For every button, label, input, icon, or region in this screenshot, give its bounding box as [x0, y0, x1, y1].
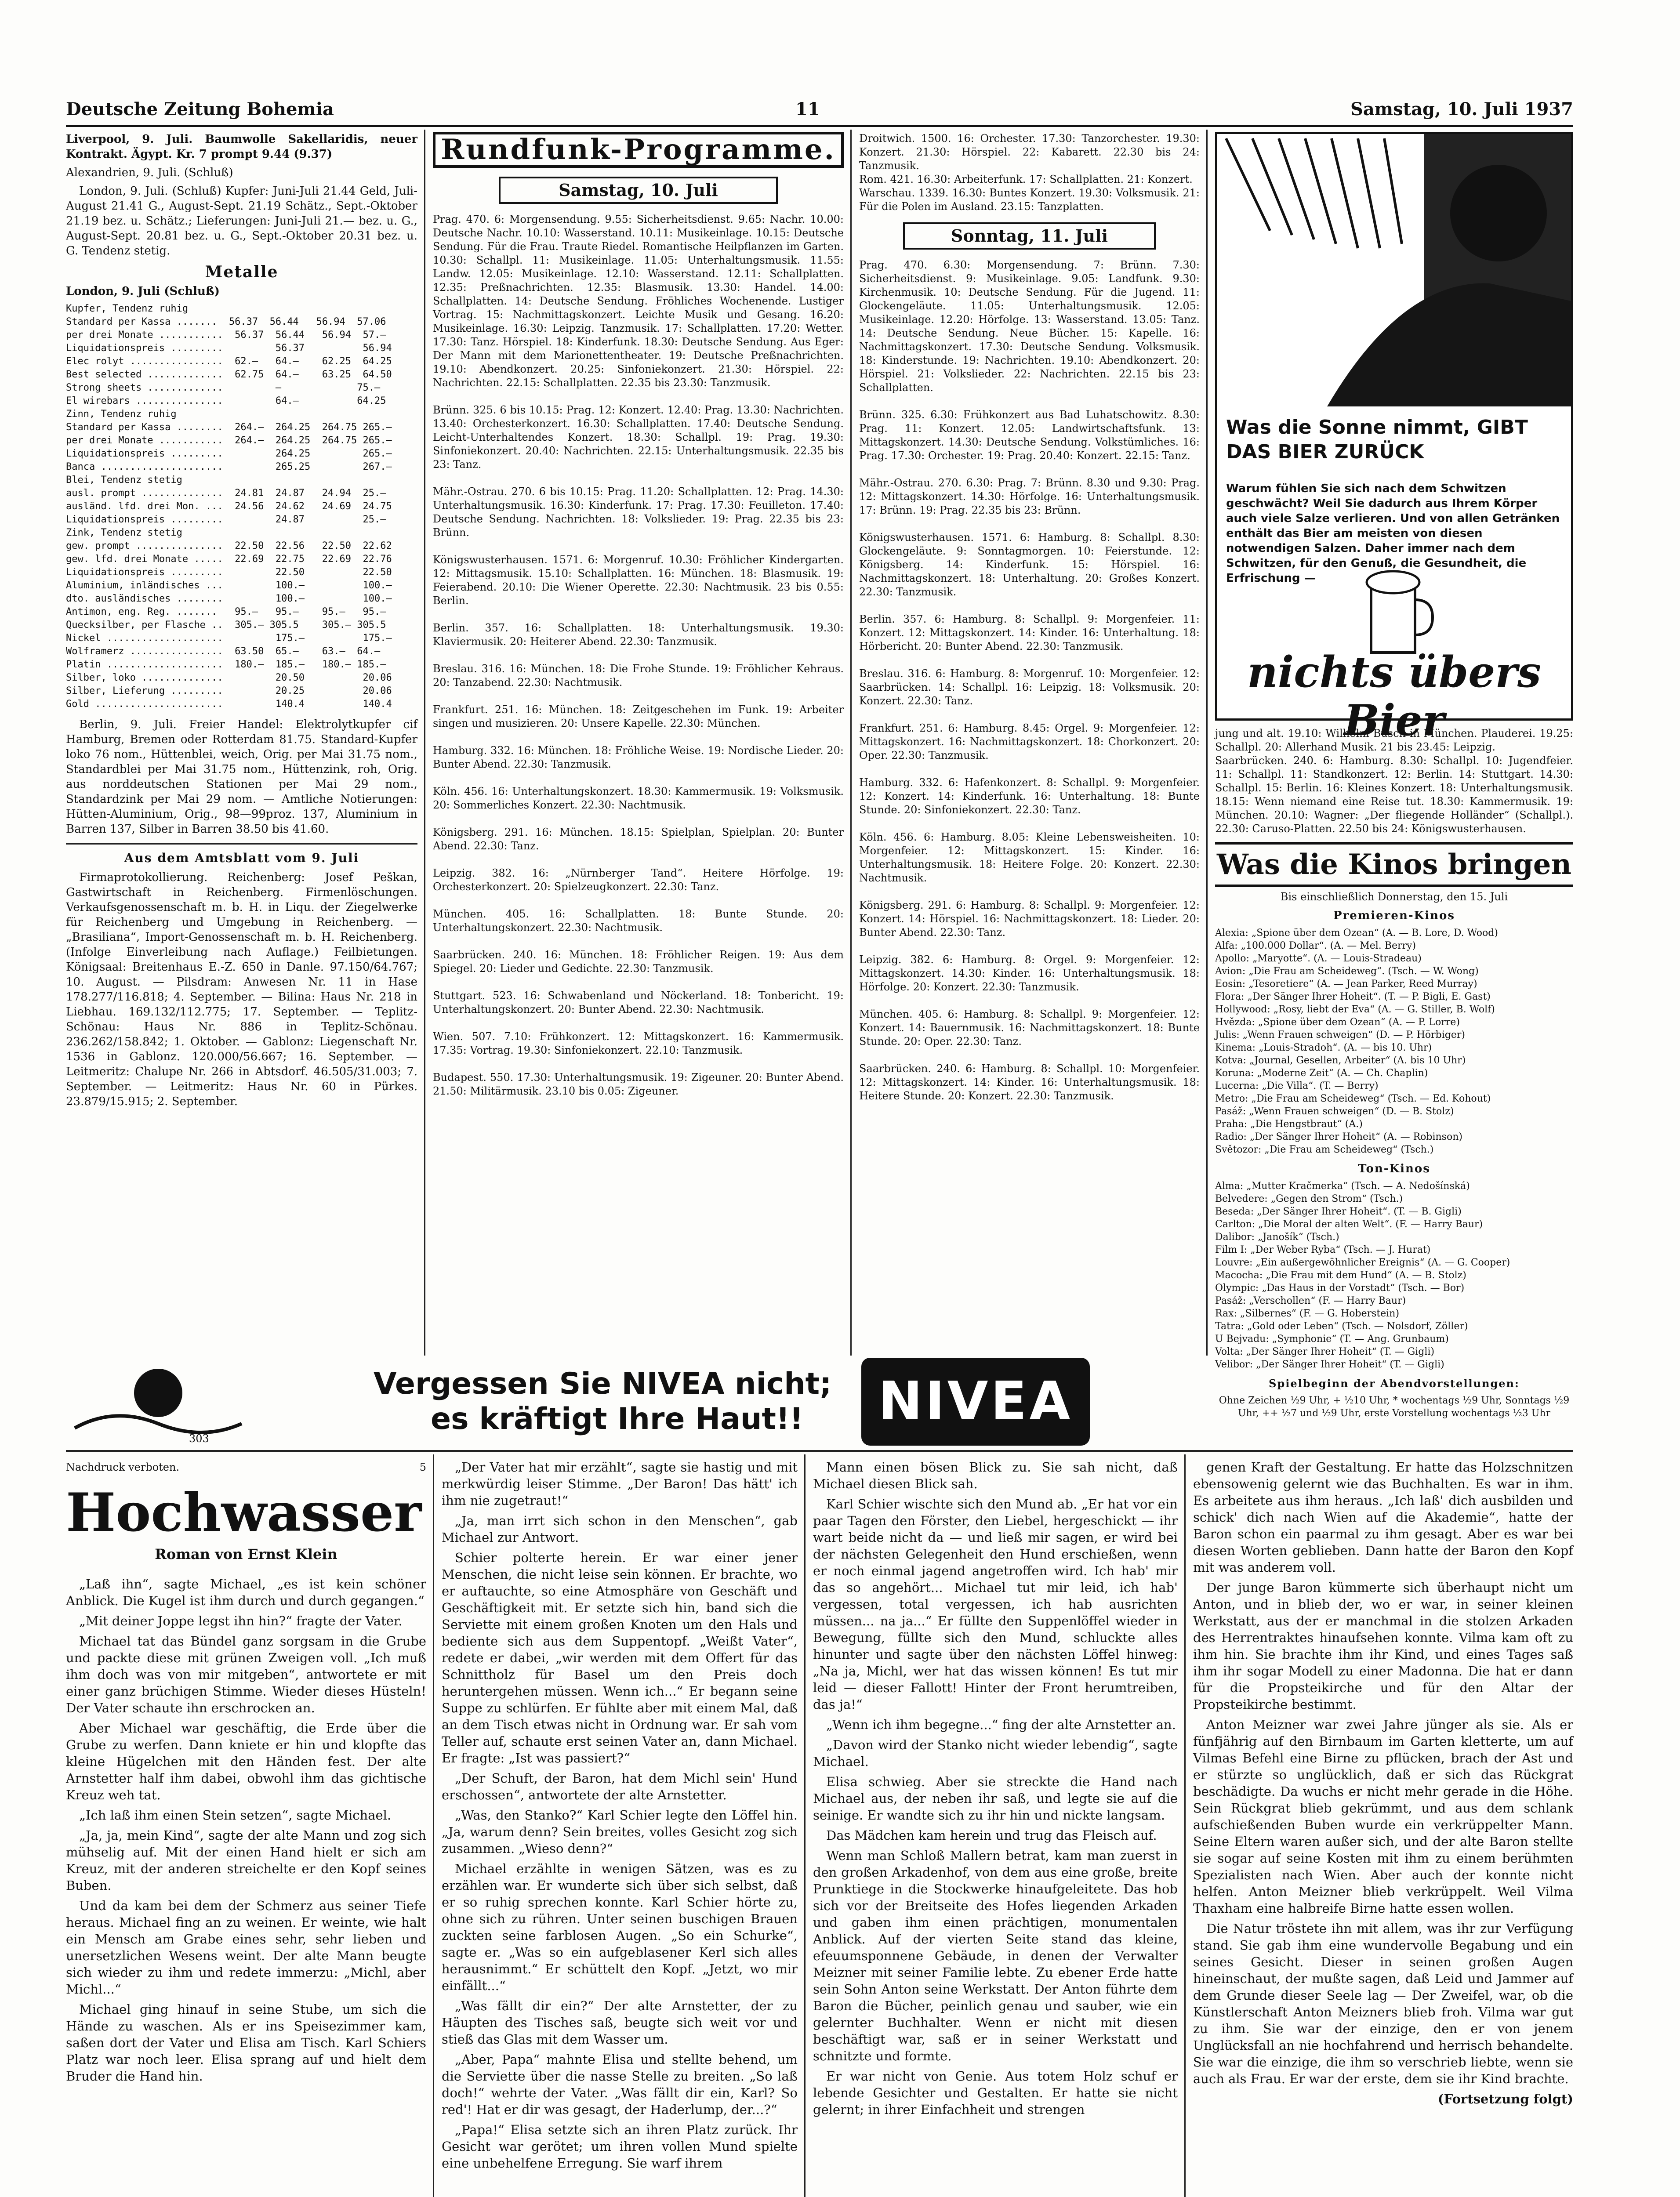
nivea-logo: NIVEA	[861, 1358, 1090, 1446]
nivea-line-1: Vergessen Sie NIVEA nicht;	[374, 1367, 832, 1401]
novel-paragraph: genen Kraft der Gestaltung. Er hatte das Holzschnitzen ebensowenig gelernt wie das Buchhalten. Es war in ihm. Es arbeitete aus ihm heraus. „Ich laß' dich ausbilden und schick' dich nach Wien auf die Akademie“, hatte der Baron schon ein paarmal zu ihm gesagt. Aber es war bei diesen Worten geblieben. Dann hatte der Baron den Kopf mit was anderem voll.	[1193, 1460, 1573, 1575]
sunday-pre-programme: Droitwich. 1500. 16: Orchester. 17.30: Tanzorchester. 19.30: Konzert. 21.30: Hörspiel. 22: Kabarett. 22.30 bis 24: Tanzmusik. Rom. 421. 16.30: Arbeiterfunk. 17: Schallplatten. 21: Konzert. Warschau. 1339. 16.30: Buntes Konzert. 19.30: Volksmusik. 21: Für die Polen im Ausland. 23.15: Tanzplatten.	[859, 132, 1200, 213]
novel-paragraph: „Der Schuft, der Baron, hat dem Michl sein' Hund erschossen“, antwortete der alte Arnstetter.	[442, 1771, 798, 1802]
berlin-report: Berlin, 9. Juli. Freier Handel: Elektrolytkupfer cif Hamburg, Bremen oder Rotterdam 81.75. Standard-Kupfer loko 76 nom., Hüttenblei, weich, Orig. per Mai 31.75 nom., Standardblei per Mai 31.75 nom., Hüttenzink, roh, Orig. aus norddeutschen Stationen per Mai 29 nom., Standardzink per Mai 29 nom. — Amtliche Notierungen: Hütten-Aluminium, Orig., 98—99proz. 137, Aluminium in Barren 137, Silber in Barren 38.50 bis 41.60.	[66, 718, 417, 836]
nivea-advertisement	[66, 1358, 1200, 1446]
novel-paragraph: Schier polterte herein. Er war einer jener Menschen, die nicht leise sein können. Er brachte, wo er auftauchte, so eine Atmosphäre von Geschäft und Geschäftigkeit mit. Er setzte sich hin, band sich die Serviette mit einem großen Knoten um den Hals und bediente sich aus dem Suppentopf. „Weißt Vater“, redete er dabei, „wir werden mit dem Offert für das Schnittholz für Basel um den Preis doch heruntergehen müssen. Wenn ich...“ Er begann seine Suppe zu schlürfen. Er fühlte aber mit einem Mal, daß an dem Tisch etwas nicht in Ordnung war. Er sah vom Teller auf, schaute erst seinen Vater an, dann Michael. Er fragte: „Ist was passiert?“	[442, 1550, 798, 1766]
premieren-heading: Premieren-Kinos	[1333, 909, 1455, 922]
spielbeginn-heading: Spielbeginn der Abendvorstellungen:	[1269, 1377, 1520, 1390]
novel-paragraph: „Wenn ich ihm begegne...“ fing der alte Arnstetter an.	[826, 1717, 1176, 1732]
nivea-line-2: es kräftigt Ihre Haut!!	[431, 1402, 803, 1436]
novel-paragraph: „Papa!“ Elisa setzte sich an ihren Platz zurück. Ihr Gesicht war gerötet; um ihren vollen Mund spielte eine unbehelfene Erregung. Sie warf ihrem	[442, 2122, 798, 2171]
beer-mug-icon	[1362, 569, 1433, 657]
page-number: 11	[795, 99, 820, 120]
beer-ad-headline: Was die Sonne nimmt, GIBT DAS BIER ZURÜCK	[1226, 416, 1528, 463]
alexandrien-report: Alexandrien, 9. Juli. (Schluß)	[66, 166, 233, 179]
newspaper-name: Deutsche Zeitung Bohemia	[66, 99, 334, 120]
saturday-box: Samstag, 10. Juli	[499, 177, 778, 204]
kinos-heading: Was die Kinos bringen	[1215, 842, 1573, 887]
ad-code: 303	[189, 1432, 209, 1445]
novel-paragraph: Karl Schier wischte sich den Mund ab. „Er hat vor ein paar Tagen den Förster, den Liebel, hergeschickt — ihr wart beide nicht da — und ließ mir sagen, er wird bei der nächsten Gelegenheit den Hund erschießen, wenn er noch einmal jagend angetroffen wird. Ich hab' mir das so angehört... Michael tut mir leid, ich hab' vergessen, total vergessen, ich hab ausrichten müssen... na ja...“ Er füllte den Suppenlöffel wieder in Bewegung, füllte sich den Mund, schluckte alles hinunter und sagte über den nächsten Löffel hinweg: „Na ja, Michl, wer hat das wissen können! Es tut mir leid — dieser Fallott! Hinter der Front herumtreiben, das ja!“	[813, 1497, 1178, 1712]
novel-column-4	[1193, 1459, 1573, 2197]
continuation-note: (Fortsetzung folgt)	[1437, 2092, 1573, 2106]
novel-column-2	[442, 1459, 798, 2197]
section-rule	[66, 843, 417, 845]
column-rule	[850, 130, 852, 1356]
column-rule	[424, 130, 425, 1356]
novel-paragraph: Michael ging hinauf in seine Stube, um sich die Hände zu waschen. Als er ins Speisezimmer kam, saßen dort der Vater und Elisa am Tisch. Karl Schiers Platz war noch leer. Elisa sprang auf und hielt dem Bruder die Hand hin.	[66, 2002, 426, 2084]
sunday-programme-end: jung und alt. 19.10: Wilhelm Busch in München. Plauderei. 19.25: Schallpl. 20: Allerhand Musik. 21 bis 23.45: Leipzig. Saarbrücken. 240. 6: Hamburg. 8.30: Schallpl. 10: Jugendfeier. 11: Schallpl. 11: Standkonzert. 12: Berlin. 14: Stuttgart. 14.30: Schallpl. 15: Berlin. 16: Kleines Konzert. 18: Unterhaltungsmusik. 18.15: Wenn niemand eine Reise tut. 18.30: Kammermusik. 19: München. 20.10: Wagner: „Der fliegende Holländer“ (Schallpl.). 22.30: Caruso-Platten. 22.50 bis 24: Königswusterhausen.	[1215, 727, 1573, 835]
saturday-programme: Prag. 470. 6: Morgensendung. 9.55: Sicherheitsdienst. 9.65: Nachr. 10.00: Deutsche Nachr. 10.10: Wasserstand. 10.11: Musikeinlage. 10.15: Deutsche Sendung. Für die Frau. Traute Riedel. Romantische Heilpflanzen im Garten. 10.30: Schallpl. 11: Musikeinlage. 11.05: Unterhaltungsmusik. 11.55: Landw. 12.05: Musikeinlage. 12.10: Wasserstand. 12.11: Schallplatten. 12.35: Preßnachrichten. 12.35: Blasmusik. 13.30: Handel. 14.00: Schallplatten. 14: Deutsche Sendung. Fröhliches Wochenende. Lustiger Vortrag. 15: Nachmittagskonzert. Leichte Musik und Gesang. 16.20: Musikeinlage. 16.30: Leipzig. Tanzmusik. 17: Schallplatten. 17.20: Wetter. 17.30: Tanz. Hörspiel. 18: Kinderfunk. 18.30: Deutsche Sendung. Aus Eger: Der Mann mit dem Marionettentheater. 19: Deutsche Preßnachrichten. 19.10: Abendkonzert. 20.25: Sinfoniekonzert. 21.30: Hörspiel. 22: Nachrichten. 22.15: Schallplatten. 22.35 bis 23.30: Tanzmusik. Brünn. 325. 6 bis 10.15: Prag. 12: Konzert. 12.40: Prag. 13.30: Nachrichten. 13.40: Orchesterkonzert. 16.30: Schallplatten. 17.40: Deutsche Sendung. Leicht-Unterhaltendes Konzert. 18.30: Schallpl. 19: Prag. 19.30: Sinfoniekonzert. 20.40: Nachrichten. 22.15: Unterhaltungsmusik. 22.35 bis 23: Tanz. Mähr.-Ostrau. 270. 6 bis 10.15: Prag. 11.20: Schallplatten. 12: Prag. 14.30: Unterhaltungsmusik. 16.30: Kinderfunk. 17: Prag. 17.30: Feuilleton. 17.40: Deutsche Sendung. Nachrichten. 18: Volkslieder. 19: Prag. 22.35 bis 23: Brünn. Königswusterhausen. 1571. 6: Morgenruf. 10.30: Fröhlicher Kindergarten. 12: Mittagsmusik. 15.10: Schallplatten. 16: München. 18: Blasmusik. 19: Feierabend. 20.10: Die Wiener Operette. 22.30: Nachtmusik. 23 bis 0.55: Berlin. Berlin. 357. 16: Schallplatten. 18: Unterhaltungsmusik. 19.30: Klaviermusik. 20: Heiterer Abend. 22.30: Tanzmusik. Breslau. 316. 16: München. 18: Die Frohe Stunde. 19: Fröhlicher Kehraus. 20: Tanzabend. 22.30: Nachtmusik. Frankfurt. 251. 16: München. 18: Zeitgeschehen im Funk. 19: Arbeiter singen und musizieren. 20: Unsere Kapelle. 22.30: München. Hamburg. 332. 16: München. 18: Fröhliche Weise. 19: Nordische Lieder. 20: Bunter Abend. 22.30: Tanzmusik. Köln. 456. 16: Unterhaltungskonzert. 18.30: Kammermusik. 19: Volksmusik. 20: Sommerliches Konzert. 22.30: Nachtmusik. Königsberg. 291. 16: München. 18.15: Spielplan, Spielplan. 20: Bunter Abend. 22.30: Tanz. Leipzig. 382. 16: „Nürnberger Tand“. Heitere Hörfolge. 19: Orchesterkonzert. 20: Spielzeugkonzert. 22.30: Tanz. München. 405. 16: Schallplatten. 18: Bunte Stunde. 20: Unterhaltungskonzert. 22.30: Nachtmusik. Saarbrücken. 240. 16: München. 18: Fröhlicher Reigen. 19: Aus dem Spiegel. 20: Lieder und Gedichte. 22.30: Tanzmusik. Stuttgart. 523. 16: Schwabenland und Nöckerland. 18: Tonbericht. 19: Unterhaltungskonzert. 20: Bunter Abend. 22.30: Nachtmusik. Wien. 507. 7.10: Frühkonzert. 12: Mittagskonzert. 16: Kammermusik. 17.35: Vortrag. 19.30: Sinfoniekonzert. 22.10: Tanzmusik. Budapest. 550. 17.30: Unterhaltungsmusik. 19: Zigeuner. 20: Bunter Abend. 21.50: Militärmusik. 23.10 bis 0.05: Zigeuner.	[433, 213, 844, 1097]
novel-paragraph: „Was, den Stanko?“ Karl Schier legte den Löffel hin. „Ja, warum denn? Sein breites, volles Gesicht zog sich zusammen. „Wieso denn?“	[442, 1808, 798, 1856]
radio-saturday-column	[433, 132, 844, 1353]
novel-paragraph: „Ja, ja, mein Kind“, sagte der alte Mann und zog sich mühselig auf. Mit der einen Hand hielt er sich am Kreuz, mit der anderen streichelte er den Kopf seines Buben.	[66, 1828, 426, 1893]
novel-paragraph: „Ich laß ihm einen Stein setzen“, sagte Michael.	[79, 1808, 392, 1823]
issue-date: Samstag, 10. Juli 1937	[1350, 99, 1573, 120]
sunday-box: Sonntag, 11. Juli	[903, 222, 1156, 250]
novel-paragraph: Die Natur tröstete ihn mit allem, was ihr zur Verfügung stand. Sie gab ihm eine wundervolle Begabung und ein seines Gesicht. Dieser in seinen großen Augen hineinschaut, der mußte sagen, daß Leid und Jammer auf dem Grunde dieser Seele lag — Der Zweifel, war, ob die Künstlerschaft Anton Meizners blieb froh. Vilma war gut zu ihm. Sie war der einzige, den er von jenem Unglücksfall an nie hochfahrend und herrisch behandelte. Sie war die einzige, die ihm so verschrieb liebte, wenn sie auch als Frau. Er war der erste, dem sie ihr Kind brachte.	[1193, 1921, 1573, 2086]
page-divider	[66, 1450, 1573, 1452]
right-column	[1215, 132, 1573, 1419]
metalle-subheading: London, 9. Juli (Schluß)	[66, 285, 220, 298]
tonkinos-list: Alma: „Mutter Kračmerka“ (Tsch. — A. Nedošínská) Belvedere: „Gegen den Strom“ (Tsch.) Beseda: „Der Sänger Ihrer Hoheit“. (T. — B. Gigli) Carlton: „Die Moral der alten Welt“. (F. — Harry Baur) Dalibor: „Janošík“ (Tsch.) Film I: „Der Weber Ryba“ (Tsch. — J. Hurat) Louvre: „Ein außergewöhnlicher Ereignis“ (A. — G. Cooper) Macocha: „Die Frau mit dem Hund“ (A. — B. Stolz) Olympic: „Das Haus in der Vorstadt“ (Tsch. — Bor) Pasáž: „Verschollen“ (F. — Harry Baur) Rax: „Silbernes“ (F. — G. Hoberstein) Tatra: „Gold oder Leben“ (Tsch. — Nolsdorf, Zöller) U Bejvadu: „Symphonie“ (T. — Ang. Grunbaum) Volta: „Der Sänger Ihrer Hoheit“ (T. — Gigli) Velibor: „Der Sänger Ihrer Hoheit“ (T. — Gigli)	[1215, 1181, 1510, 1370]
metalle-table: Kupfer, Tendenz ruhig Standard per Kassa ....... 56.37 56.44 56.94 57.06 per drei Monate ........... 56.37 56.44 56.94 57.— Liquidationspreis ......... 56.37 56.94 Elec rolyt ................ 62.— 64.— 62.25 64.25 Best selected ............. 62.75 64.— 63.25 64.50 Strong sheets ............. — 75.— El wirebars ............... 64.— 64.25 Zinn, Tendenz ruhig Standard per Kassa ........ 264.— 264.25 264.75 265.— per drei Monate ........... 264.— 264.25 264.75 265.— Liquidationspreis ......... 264.25 265.— Banca ..................... 265.25 267.— Blei, Tendenz stetig ausl. prompt .............. 24.81 24.87 24.94 25.— ausländ. lfd. drei Mon. ... 24.56 24.62 24.69 24.75 Liquidationspreis ......... 24.87 25.— Zink, Tendenz stetig gew. prompt ............... 22.50 22.56 22.50 22.62 gew. lfd. drei Monate ..... 22.69 22.75 22.69 22.76 Liquidationspreis ......... 22.50 22.50 Aluminium, inländisches ... 100.— 100.— dto. ausländisches ........ 100.— 100.— Antimon, eng. Reg. ....... 95.— 95.— 95.— 95.— Quecksilber, per Flasche .. 305.— 305.5 305.— 305.5 Nickel .................... 175.— 175.— Wolframerz ................ 63.50 65.— 63.— 64.— Platin .................... 180.— 185.— 180.— 185.— Silber, loko .............. 20.50 20.06 Silber, Lieferung ......... 20.25 20.06 Gold ...................... 140.4 140.4	[66, 303, 392, 710]
novel-paragraph: Und da kam bei dem der Schmerz aus seiner Tiefe heraus. Michael fing an zu weinen. Er weinte, wie halt ein Mensch am Grabe eines sehr, sehr lieben und unersetzlichen Wesens weint. Der alte Mann beugte sich wieder zu ihm und redete immerzu: „Michl, aber Michl...“	[66, 1898, 426, 1997]
column-rule	[804, 1454, 806, 2197]
beer-ad-body: Warum fühlen Sie sich nach dem Schwitzen geschwächt? Weil Sie dadurch aus Ihrem Körper auch viele Salze verlieren. Und von allen Getränken enthält das Bier am meisten von diesen notwendigen Salzen. Daher immer nach dem Schwitzen, für den Genuß, die Gesundheit, die Erfrischung —	[1226, 482, 1560, 585]
metalle-heading: Metalle	[205, 263, 279, 281]
premieren-list: Alexia: „Spione über dem Ozean“ (A. — B. Lore, D. Wood) Alfa: „100.000 Dollar“. (A. — Mel. Berry) Apollo: „Maryotte“. (A. — Louis-Stradeau) Avion: „Die Frau am Scheideweg“. (Tsch. — W. Wong) Eosin: „Tesoretiere“ (A. — Jean Parker, Reed Murray) Flora: „Der Sänger Ihrer Hoheit“. (T. — P. Bigli, E. Gast) Hollywood: „Rosy, liebt der Eva“ (A. — G. Stiller, B. Wolf) Hvězda: „Spione über dem Ozean“ (A. — P. Lorre) Julis: „Wenn Frauen schweigen“ (D. — P. Hörbiger) Kinema: „Louis-Stradoh“. (A. — bis 10. Uhr) Kotva: „Journal, Gesellen, Arbeiter“ (A. bis 10 Uhr) Koruna: „Moderne Zeit“ (A. — Ch. Chaplin) Lucerna: „Die Villa“. (T. — Berry) Metro: „Die Frau am Scheideweg“ (Tsch. — Ed. Kohout) Pasáž: „Wenn Frauen schweigen“ (D. — B. Stolz) Praha: „Die Hengstbraut“ (A.) Radio: „Der Sänger Ihrer Hoheit“ (A. — Robinson) Světozor: „Die Frau am Scheideweg“ (Tsch.)	[1215, 928, 1498, 1155]
novel-paragraph: „Davon wird der Stanko nicht wieder lebendig“, sagte Michael.	[813, 1737, 1178, 1769]
novel-column-1	[66, 1459, 426, 2197]
column-rule	[1206, 130, 1208, 1356]
page-header	[66, 94, 1573, 127]
novel-paragraph: Er war nicht von Genie. Aus totem Holz schuf er lebende Gesichter und Gestalten. Er hatte sie nicht gelernt; in ihrer Einfachheit und strengen	[813, 2069, 1178, 2117]
swimmer-icon	[66, 1358, 250, 1446]
amtsblatt-text: Firmaprotokollierung. Reichenberg: Josef Peškan, Gastwirtschaft in Reichenberg. Firmenlöschungen. Verkaufsgenossenschaft m. b. H. in Liqu. der Ziegelwerke für Reichenberg und Umgebung in Reichenberg. — „Brasiliana“, Import-Genossenschaft m. b. H. Reichenberg. (Infolge Einverleibung nach Auflage.) Feilbietungen. Königsaal: Breitenhaus E.-Z. 650 in Danle. 97.150/64.767; 10. August. — Pilsdram: Anwesen Nr. 11 in Hase 178.277/116.818; 4. September. — Bilina: Haus Nr. 218 in Liebhau. 169.132/112.775; 17. September. — Teplitz-Schönau: Haus Nr. 886 in Teplitz-Schönau. 236.262/158.842; 1. Oktober. — Gablonz: Liegenschaft Nr. 1536 in Gablonz. 120.000/56.667; 16. September. — Leitmeritz: Chalupe Nr. 266 in Abtsdorf. 46.505/31.003; 7. September. — Leitmeritz: Haus Nr. 60 in Pürkes. 23.879/15.915; 2. September.	[66, 871, 417, 1108]
markets-column	[66, 132, 417, 1353]
novel-column-3	[813, 1459, 1178, 2197]
novel-paragraph: Mann einen bösen Blick zu. Sie sah nicht, daß Michael diesen Blick sah.	[813, 1460, 1178, 1491]
spielbeginn-text: Ohne Zeichen ½9 Uhr, + ½10 Uhr, * wochentags ½9 Uhr, Sonntags ½9 Uhr, ++ ½7 und ½9 Uhr, erste Vorstellung wochentags ½3 Uhr	[1219, 1395, 1570, 1419]
novel-paragraph: Wenn man Schloß Mallern betrat, kam man zuerst in den großen Arkadenhof, von dem aus eine große, breite Prunktiege in die Stockwerke hinaufgeleitete. Das hob sich vor der Breitseite des Hofes liegenden Arkaden und gaben ihm einen prächtigen, monumentalen Anblick. Auf der vierten Seite stand das kleine, efeuumsponnene Gebäude, in denen der Verwalter Meizner mit seiner Familie lebte. Zu ebener Erde hatte sein Sohn Anton seine Werkstatt. Der Anton führte dem Baron die Bücher, peinlich genau und sauber, wie ein gelernter Buchhalter. Wenn er nicht mit diesen beschäftigt war, saß er in seiner Werkstatt und schnitzte und formte.	[813, 1848, 1178, 2063]
novel-paragraph: Der junge Baron kümmerte sich überhaupt nicht um Anton, und in blieb der, wo er war, in seiner kleinen Werkstatt, aus der er manchmal in die stolzen Arkaden des Herrentraktes hinaufsehen konnte. Vilma kam oft zu ihm hin. Sie brachte ihm ihr Kind, und eines Tages saß ihm ihr sogar Modell zu einer Madonna. Die hat er dann für die Propsteikirche und für den Altar der Propsteikirche bestimmt.	[1193, 1580, 1573, 1712]
novel-paragraph: Das Mädchen kam herein und trug das Fleisch auf.	[826, 1828, 1157, 1843]
novel-paragraph: Michael erzählte in wenigen Sätzen, was es zu erzählen war. Er wunderte sich über sich selbst, daß er so ruhig sprechen konnte. Karl Schier hörte zu, ohne sich zu rühren. Unter seinen buschigen Brauen zuckten seine farblosen Augen. „So ein Schurke“, sagte er. „Was so ein aufgeblasener Kerl sich alles herausnimmt.“ Er schüttelt den Kopf. „Jetzt, wo mir einfällt...“	[442, 1861, 798, 1993]
column-rule	[433, 1454, 434, 2197]
novel-paragraph: Aber Michael war geschäftig, die Erde über die Grube zu werfen. Dann kniete er hin und klopfte das kleine Hügelchen mit den Händen fest. Der alte Arnstetter half ihm dabei, obwohl ihm das gichtische Kreuz weh tat.	[66, 1721, 426, 1802]
installment-number: 5	[419, 1461, 426, 1473]
liverpool-report: Liverpool, 9. Juli. Baumwolle Sakellaridis, neuer Kontrakt. Ägypt. Kr. 7 prompt 9.44 (9.37)	[66, 133, 417, 161]
novel-paragraph: „Aber, Papa“ mahnte Elisa und stellte behend, um die Serviette über die nasse Stelle zu breiten. „So laß doch!“ wehrte der Vater. „Was fällt dir ein, Karl? So red'! Hat er dir was gesagt, der Haderlump, der...?“	[442, 2052, 798, 2117]
kinos-period: Bis einschließlich Donnerstag, den 15. Juli	[1280, 891, 1508, 903]
tonkinos-heading: Ton-Kinos	[1358, 1162, 1430, 1175]
radio-banner: Rundfunk-Programme.	[433, 132, 844, 168]
column-rule	[1184, 1454, 1186, 2197]
beer-advertisement	[1215, 132, 1573, 745]
novel-paragraph: „Laß ihn“, sagte Michael, „es ist kein schöner Anblick. Die Kugel ist ihm durch und durch gegangen.“	[66, 1577, 426, 1608]
london-copper-report: London, 9. Juli. (Schluß) Kupfer: Juni-Juli 21.44 Geld, Juli-August 21.41 G., August-Sept. 21.19 Schätz., Sept.-Oktober 21.19 bez. u. Schätz.; Lieferungen: Juni-Juli 21.— bez. u. G., August-Sept. 20.81 bez. u. G., Sept.-Oktober 20.31 bez. u. G. Tendenz stetig.	[66, 185, 417, 257]
novel-paragraph: Anton Meizner war zwei Jahre jünger als sie. Als er fünfjährig auf den Birnbaum im Garten kletterte, um auf Vilmas Befehl eine Birne zu pflücken, brach der Ast und er stürzte so unglücklich, daß er sich das Rückgrat beschädigte. Da wuchs er nicht mehr gerade in die Höhe. Sein Rückgrat blieb gekrümmt, und aus dem schlank aufschießenden Buben wurde ein verkrüppelter Mann. Seine Eltern waren außer sich, und der alte Baron stellte sie sogar auf seine Kosten mit ihm zu einem berühmten Spezialisten nach Wien. Aber auch der konnte nicht helfen. Anton Meizner blieb verkrüppelt. Weil Vilma Thaxham eine halbreife Birne hatte essen wollen.	[1193, 1717, 1573, 1916]
novel-paragraph: Michael tat das Bündel ganz sorgsam in die Grube und packte diese mit grünen Zweigen voll. „Ich muß ihm doch was von mir mitgeben“, antwortete er mit einer ganz brüchigen Stimme. Wieder dieses Hüsteln! Der Vater schaute ihn erschrocken an.	[66, 1634, 426, 1715]
amtsblatt-heading: Aus dem Amtsblatt vom 9. Juli	[124, 851, 359, 865]
novel-title: Hochwasser	[66, 1482, 422, 1544]
reprint-note: Nachdruck verboten.	[66, 1461, 180, 1473]
novel-paragraph: „Ja, man irrt sich schon in den Menschen“, gab Michael zur Antwort.	[442, 1513, 798, 1545]
novel-paragraph: Elisa schwieg. Aber sie streckte die Hand nach Michael aus, der neben ihr saß, und legte sie auf die seinige. Er wandte sich zu ihr hin und nickte langsam.	[813, 1774, 1178, 1823]
novel-author: Roman von Ernst Klein	[155, 1546, 337, 1563]
novel-paragraph: „Mit deiner Joppe legst ihn hin?“ fragte der Vater.	[79, 1613, 403, 1628]
novel-paragraph: „Was fällt dir ein?“ Der alte Arnstetter, der zu Häupten des Tisches saß, beugte sich weit vor und stieß das Glas mit dem Wasser um.	[442, 1998, 798, 2047]
radio-sunday-column	[859, 132, 1200, 1353]
beer-ad-slogan: nichts übers Bier	[1247, 647, 1541, 745]
novel-paragraph: „Der Vater hat mir erzählt“, sagte sie hastig und mit merkwürdig leiser Stimme. „Der Baron! Das hätt' ich ihm nie zugetraut!“	[442, 1460, 798, 1508]
sunday-programme: Prag. 470. 6.30: Morgensendung. 7: Brünn. 7.30: Sicherheitsdienst. 9: Musikeinlage. 9.05: Landfunk. 9.30: Kirchenmusik. 10: Deutsche Sendung. Für die Jugend. 11: Glockengeläute. 11.05: Unterhaltungsmusik. 12.05: Musikeinlage. 12.20: Hörfolge. 13: Wasserstand. 13.05: Tanz. 14: Deutsche Sendung. Neue Bücher. 15: Kapelle. 16: Nachmittagskonzert. 17.30: Deutsche Sendung. Volksmusik. 18: Kinderstunde. 19: Nachrichten. 19.10: Abendkonzert. 20: Hörspiel. 21: Volkslieder. 22: Nachrichten. 22.15 bis 23: Schallplatten. Brünn. 325. 6.30: Frühkonzert aus Bad Luhatschowitz. 8.30: Prag. 11: Konzert. 12.05: Landwirtschaftsfunk. 13: Mittagskonzert. 14.30: Deutsche Sendung. Volkstümliches. 16: Prag. 17.30: Orchester. 19: Prag. 20.40: Konzert. 22.15: Tanz. Mähr.-Ostrau. 270. 6.30: Prag. 7: Brünn. 8.30 und 9.30: Prag. 12: Mittagskonzert. 14.30: Hörfolge. 16: Unterhaltungsmusik. 17: Brünn. 19: Prag. 22.35 bis 23: Brünn. Königswusterhausen. 1571. 6: Hamburg. 8: Schallpl. 8.30: Glockengeläute. 9: Sonntagmorgen. 10: Feierstunde. 12: Königsberg. 14: Kinderfunk. 15: Hörspiel. 16: Nachmittagskonzert. 18: Unterhaltung. 20: Großes Konzert. 22.30: Tanzmusik. Berlin. 357. 6: Hamburg. 8: Schallpl. 9: Morgenfeier. 11: Konzert. 12: Mittagskonzert. 14: Kinder. 16: Unterhaltung. 18: Hörbericht. 20: Bunter Abend. 22.30: Tanzmusik. Breslau. 316. 6: Hamburg. 8: Morgenruf. 10: Morgenfeier. 12: Saarbrücken. 14: Schallpl. 16: Leipzig. 18: Volksmusik. 20: Konzert. 22.30: Tanz. Frankfurt. 251. 6: Hamburg. 8.45: Orgel. 9: Morgenfeier. 12: Mittagskonzert. 16: Nachmittagskonzert. 18: Chorkonzert. 20: Oper. 22.30: Tanzmusik. Hamburg. 332. 6: Hafenkonzert. 8: Schallpl. 9: Morgenfeier. 12: Konzert. 14: Kinderfunk. 16: Unterhaltung. 18: Bunte Stunde. 20: Sinfoniekonzert. 22.30: Tanz. Köln. 456. 6: Hamburg. 8.05: Kleine Lebensweisheiten. 10: Morgenfeier. 12: Mittagskonzert. 15: Kinder. 16: Unterhaltungsmusik. 18: Heitere Folge. 20: Konzert. 22.30: Nachtmusik. Königsberg. 291. 6: Hamburg. 8: Schallpl. 9: Morgenfeier. 12: Konzert. 14: Hörspiel. 16: Nachmittagskonzert. 18: Lieder. 20: Bunter Abend. 22.30: Tanz. Leipzig. 382. 6: Hamburg. 8: Orgel. 9: Morgenfeier. 12: Mittagskonzert. 14.30: Kinder. 16: Unterhaltungsmusik. 18: Hörfolge. 20: Konzert. 22.30: Tanzmusik. München. 405. 6: Hamburg. 8: Schallpl. 9: Morgenfeier. 12: Konzert. 14: Bauernmusik. 16: Nachmittagskonzert. 18: Bunte Stunde. 20: Oper. 22.30: Tanz. Saarbrücken. 240. 6: Hamburg. 8: Schallpl. 10: Morgenfeier. 12: Mittagskonzert. 14: Kinder. 16: Unterhaltungsmusik. 18: Heitere Stunde. 20: Konzert. 22.30: Tanzmusik.	[859, 259, 1200, 1102]
